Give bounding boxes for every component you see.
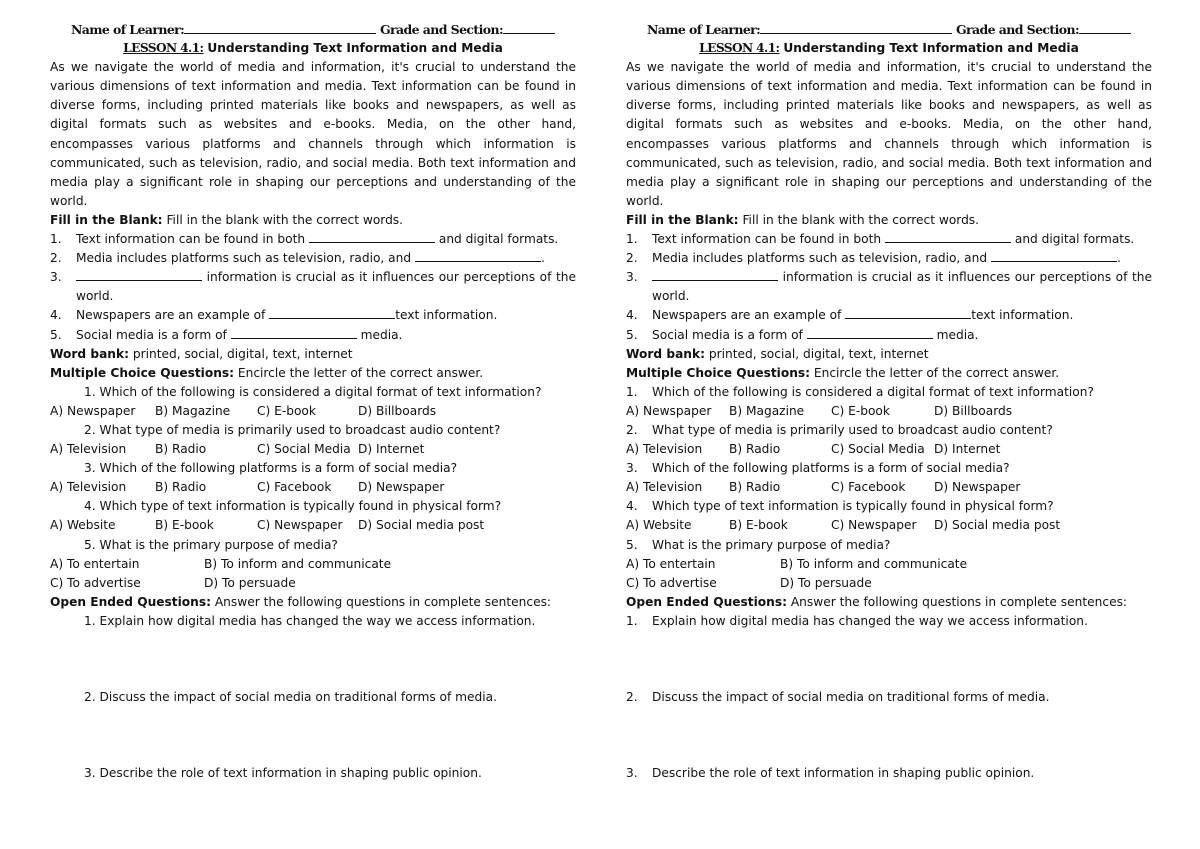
answer-blank[interactable] (231, 326, 357, 339)
fill-item: 4. Newspapers are an example of text information. (626, 308, 1074, 323)
mcq-question: 1. Which of the following is considered a digital format of text information? (84, 384, 542, 399)
option-d[interactable]: D) To persuade (204, 575, 296, 590)
option-c[interactable]: C) Facebook (257, 480, 332, 495)
lesson-name: Understanding Text Information and Media (783, 41, 1079, 56)
answer-blank[interactable] (269, 306, 395, 319)
mcq-options (626, 402, 1152, 421)
mcq-question: 5. What is the primary purpose of media? (626, 537, 891, 552)
mcq-options (50, 402, 576, 421)
option-b[interactable]: B) Magazine (729, 403, 805, 418)
answer-blank[interactable] (309, 230, 435, 243)
name-label: Name of Learner: (646, 22, 761, 37)
grade-blank[interactable] (1079, 21, 1131, 34)
grade-blank[interactable] (503, 21, 555, 34)
open-ended-heading: Open Ended Questions: Answer the following questions in complete sentences: (626, 594, 1128, 609)
option-d[interactable]: D) To persuade (780, 575, 872, 590)
answer-blank[interactable] (652, 268, 778, 281)
option-d[interactable]: D) Newspaper (358, 480, 445, 495)
mcq-options (626, 440, 1152, 459)
option-a[interactable]: A) To entertain (50, 556, 140, 571)
mcq-question: 4. Which type of text information is typically found in physical form? (626, 499, 1054, 514)
answer-space[interactable] (50, 707, 576, 764)
option-a[interactable]: A) Newspaper (626, 403, 712, 418)
mcq-options (50, 555, 576, 574)
mcq-question: 2. What type of media is primarily used to broadcast audio content? (626, 422, 1053, 437)
option-a[interactable]: A) Newspaper (50, 403, 136, 418)
answer-blank[interactable] (845, 306, 971, 319)
mcq-heading: Multiple Choice Questions: Encircle the letter of the correct answer. (50, 365, 484, 380)
worksheet-right (626, 20, 1152, 783)
open-question: 2. Discuss the impact of social media on traditional forms of media. (84, 690, 498, 704)
option-b[interactable]: B) Radio (729, 480, 781, 495)
option-b[interactable]: B) Radio (155, 442, 207, 457)
mcq-options (626, 555, 1152, 574)
option-c[interactable]: C) Newspaper (257, 518, 343, 533)
option-a[interactable]: A) To entertain (626, 556, 716, 571)
option-b[interactable]: B) To inform and communicate (780, 556, 968, 571)
option-c[interactable]: C) Newspaper (831, 518, 917, 533)
intro-paragraph: As we navigate the world of media and information, it's crucial to understand the various dimensions of text information and media. Text information can be found in diverse forms, including printed materials like books and newspapers, as well as digital formats such as websites and e-books. Media, on the other hand, encompasses various platforms and channels through which information is communicated, such as television, radio, and social media. Both text information and media play a significant role in shaping our perceptions and understanding of the world. (626, 60, 1152, 208)
open-question: 2. Discuss the impact of social media on traditional forms of media. (626, 690, 1050, 704)
mcq-options (50, 516, 576, 535)
option-c[interactable]: C) To advertise (626, 575, 717, 590)
mcq-heading: Multiple Choice Questions: Encircle the letter of the correct answer. (626, 365, 1060, 380)
lesson-title (50, 39, 576, 58)
name-blank[interactable] (184, 21, 376, 34)
option-c[interactable]: C) Social Media (257, 442, 351, 457)
option-b[interactable]: B) To inform and communicate (204, 556, 392, 571)
option-a[interactable]: A) Website (50, 518, 116, 533)
mcq-question: 3. Which of the following platforms is a form of social media? (84, 461, 458, 476)
answer-blank[interactable] (991, 249, 1117, 262)
mcq-options (50, 478, 576, 497)
mcq-question: 1. Which of the following is considered a digital format of text information? (626, 384, 1094, 399)
option-c[interactable]: C) Social Media (831, 442, 925, 457)
fill-item: 3. information is crucial as it influences our perceptions of the world. (626, 270, 1152, 304)
option-c[interactable]: C) E-book (257, 403, 316, 418)
answer-space[interactable] (626, 707, 1152, 764)
option-b[interactable]: B) Radio (729, 442, 781, 457)
option-c[interactable]: C) Facebook (831, 480, 906, 495)
option-d[interactable]: D) Social media post (934, 518, 1061, 533)
name-label: Name of Learner: (70, 22, 185, 37)
open-question: 1. Explain how digital media has changed the way we access information. (84, 613, 536, 628)
intro-paragraph: As we navigate the world of media and information, it's crucial to understand the various dimensions of text information and media. Text information can be found in diverse forms, including printed materials like books and newspapers, as well as digital formats such as websites and e-books. Media, on the other hand, encompasses various platforms and channels through which information is communicated, such as television, radio, and social media. Both text information and media play a significant role in shaping our perceptions and understanding of the world. (50, 60, 576, 208)
option-a[interactable]: A) Television (626, 480, 703, 495)
option-d[interactable]: D) Social media post (358, 518, 485, 533)
answer-blank[interactable] (76, 268, 202, 281)
lesson-name: Understanding Text Information and Media (207, 41, 503, 56)
open-ended-heading: Open Ended Questions: Answer the following questions in complete sentences: (50, 594, 552, 609)
grade-label: Grade and Section: (955, 22, 1079, 37)
option-c[interactable]: C) To advertise (50, 575, 141, 590)
fill-item: 1. Text information can be found in both and digital formats. (50, 232, 559, 247)
header-line (626, 20, 1152, 39)
fill-item: 3. information is crucial as it influences our perceptions of the world. (50, 270, 576, 304)
word-bank: Word bank: printed, social, digital, text, internet (626, 346, 929, 361)
fill-item: 4. Newspapers are an example of text information. (50, 308, 498, 323)
worksheet-left (50, 20, 576, 783)
mcq-options (50, 440, 576, 459)
option-d[interactable]: D) Internet (358, 442, 425, 457)
fill-item: 5. Social media is a form of media. (50, 327, 403, 342)
fill-item: 1. Text information can be found in both and digital formats. (626, 232, 1135, 247)
word-bank: Word bank: printed, social, digital, text, internet (50, 346, 353, 361)
mcq-question: 2. What type of media is primarily used to broadcast audio content? (84, 422, 501, 437)
open-question: 3. Describe the role of text information in shaping public opinion. (84, 766, 482, 781)
fill-item: 5. Social media is a form of media. (626, 327, 979, 342)
fill-item: 2. Media includes platforms such as television, radio, and . (50, 251, 545, 266)
lesson-title (626, 39, 1152, 58)
mcq-options (626, 478, 1152, 497)
answer-space[interactable] (50, 631, 576, 688)
option-b[interactable]: B) Magazine (155, 403, 231, 418)
answer-space[interactable] (626, 631, 1152, 688)
mcq-options (50, 574, 576, 593)
answer-blank[interactable] (415, 249, 541, 262)
option-d[interactable]: D) Newspaper (934, 480, 1021, 495)
option-d[interactable]: D) Internet (934, 442, 1001, 457)
lesson-number: LESSON 4.1: (123, 41, 204, 56)
answer-blank[interactable] (807, 326, 933, 339)
option-b[interactable]: B) E-book (729, 518, 788, 533)
mcq-options (626, 516, 1152, 535)
option-c[interactable]: C) E-book (831, 403, 890, 418)
fill-blank-heading: Fill in the Blank: Fill in the blank with the correct words. (50, 212, 404, 227)
option-d[interactable]: D) Billboards (934, 403, 1013, 418)
answer-blank[interactable] (885, 230, 1011, 243)
fill-blank-heading: Fill in the Blank: Fill in the blank with the correct words. (626, 212, 980, 227)
option-b[interactable]: B) E-book (155, 518, 214, 533)
name-blank[interactable] (760, 21, 952, 34)
open-question: 1. Explain how digital media has changed the way we access information. (626, 613, 1088, 628)
option-b[interactable]: B) Radio (155, 480, 207, 495)
option-a[interactable]: A) Website (626, 518, 692, 533)
header-line (50, 20, 576, 39)
lesson-number: LESSON 4.1: (699, 41, 780, 56)
grade-label: Grade and Section: (379, 22, 503, 37)
option-a[interactable]: A) Television (50, 442, 127, 457)
mcq-question: 3. Which of the following platforms is a form of social media? (626, 461, 1010, 476)
mcq-question: 4. Which type of text information is typically found in physical form? (84, 499, 502, 514)
fill-item: 2. Media includes platforms such as television, radio, and . (626, 251, 1121, 266)
option-a[interactable]: A) Television (626, 442, 703, 457)
mcq-options (626, 574, 1152, 593)
option-d[interactable]: D) Billboards (358, 403, 437, 418)
option-a[interactable]: A) Television (50, 480, 127, 495)
open-question: 3. Describe the role of text information in shaping public opinion. (626, 766, 1035, 781)
mcq-question: 5. What is the primary purpose of media? (84, 537, 338, 552)
